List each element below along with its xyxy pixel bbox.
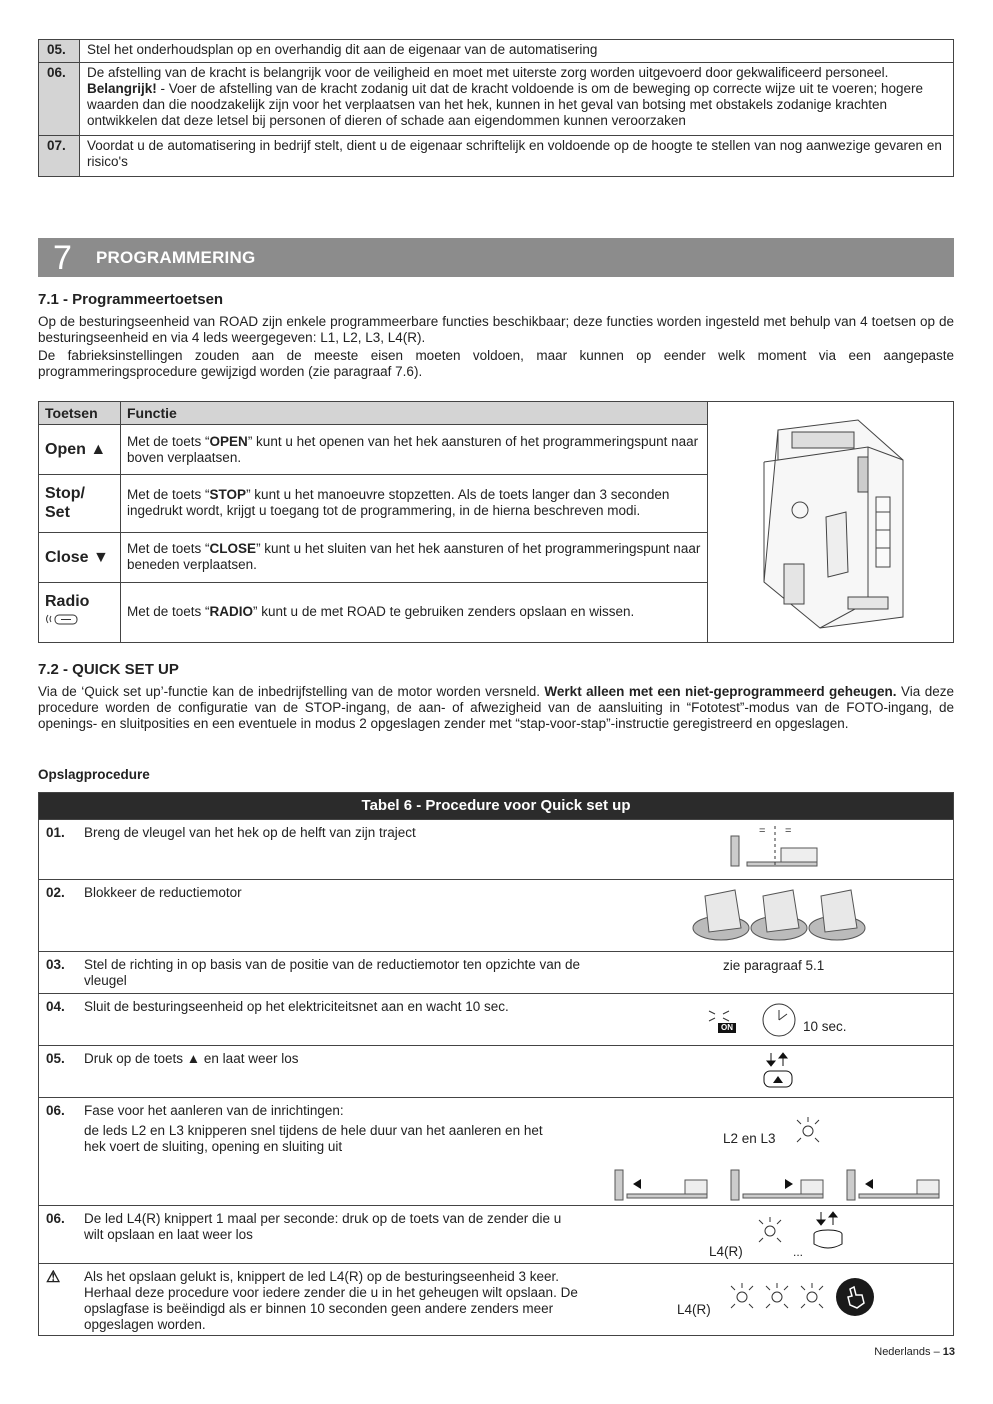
row-number: 06. — [39, 63, 80, 136]
step-text: Als het opslaan gelukt is, knippert de led L4(R) op de besturingseenheid 3 keer. Herhaal deze procedure voor iedere zender die u in het geheugen wilt opslaan. De opslagfase is beëindigd als er binnen 10 seconden geen andere zenders meer opgeslagen worden. — [84, 1269, 578, 1332]
section-number: 7 — [53, 239, 72, 277]
control-unit-image — [708, 402, 954, 643]
section-title: PROGRAMMERING — [96, 248, 256, 267]
step-text: Breng de vleugel van het hek op de helft van zijn traject — [84, 825, 416, 840]
paragraph-text-a: Via de ‘Quick set up’-functie kan de inbedrijfstelling van de motor worden versneld. — [38, 684, 545, 699]
step-number: 06. — [46, 1103, 65, 1118]
row-number: 05. — [39, 40, 80, 63]
paragraph-7-1-a: Op de besturingseenheid van ROAD zijn enkele programmeerbare functies beschikbaar; deze functies worden ingesteld met behulp van 4 toetsen op de besturingseenheid en via 4 leds weergegeven: L1, L2, L3, L4(R). — [38, 314, 954, 345]
procedure-row — [39, 1263, 953, 1335]
function-open — [121, 425, 708, 475]
function-text-pre: Met de toets “ — [127, 541, 210, 557]
motor-unlock-icon — [691, 884, 891, 948]
procedure-row — [39, 819, 953, 879]
step-number: 04. — [46, 999, 65, 1014]
wait-time: 10 sec. — [803, 1019, 847, 1034]
function-close — [121, 532, 708, 582]
function-text-post: ” kunt u het openen van het hek aansturen of het programmeringspunt naar boven verplaatsen. — [127, 433, 699, 465]
maintenance-table — [38, 39, 954, 177]
subheading-procedure: Opslagprocedure — [38, 767, 150, 782]
transmitter-button-icon — [811, 1210, 847, 1254]
key-stop-set: Stop/ Set — [39, 475, 121, 533]
row-text — [80, 63, 954, 136]
paragraph-7-2 — [38, 684, 954, 732]
function-stop — [121, 475, 708, 533]
function-text-post: ” kunt u het sluiten van het hek aansturen of het programmeringspunt naar beneden verplaatsen. — [127, 541, 701, 573]
paragraph-text-b: Via deze procedure worden de configuratie van de STOP-ingang, de aan- of afwezigheid van de aansluiting in “Fototest”-modus van de FOTO-ingang, de openings- en sluitposities en een eventuele in modus 2 opgeslagen zender met “stap-voor-stap”-instructie geregistreerd en opgeslagen. — [38, 684, 954, 731]
hand-press-icon — [835, 1277, 875, 1317]
function-key-bold: OPEN — [209, 433, 248, 449]
svg-text:=: = — [759, 825, 766, 837]
procedure-table-title: Tabel 6 - Procedure voor Quick set up — [39, 793, 953, 819]
remote-icon — [45, 611, 81, 627]
step-text: Blokkeer de reductiemotor — [84, 885, 242, 900]
procedure-row — [39, 951, 953, 993]
led-triple-blink-icon — [727, 1282, 827, 1312]
gate-cycle-icon — [613, 1168, 949, 1202]
step-text: Stel de richting in op basis van de positie van de reductiemotor ten opzichte van de vleugel — [84, 957, 581, 988]
function-radio — [121, 582, 708, 642]
led-label: L4(R) — [709, 1244, 743, 1259]
led-label: L2 en L3 — [723, 1131, 776, 1146]
section-header — [38, 238, 954, 277]
led-blink-icon — [793, 1116, 823, 1146]
procedure-table — [38, 792, 954, 1336]
procedure-row — [39, 1097, 953, 1205]
step-number: 06. — [46, 1211, 65, 1226]
page-number: 13 — [942, 1346, 955, 1358]
function-text-post: ” kunt u de met ROAD te gebruiken zenders opslaan en wissen. — [253, 604, 635, 620]
key-radio-label: Radio — [45, 593, 90, 611]
procedure-row — [39, 1045, 953, 1097]
clock-icon — [761, 1002, 797, 1038]
step-text-detail: de leds L2 en L3 knipperen snel tijdens de hele duur van het aanleren en het hek voert de sluiting, opening en sluiting uit — [84, 1123, 543, 1154]
col-header-keys: Toetsen — [39, 402, 121, 425]
paragraph-bold: Werkt alleen met een niet-geprogrammeerd geheugen. — [544, 684, 897, 699]
on-badge: ON — [718, 1023, 736, 1033]
paragraph-7-1-b: De fabrieksinstellingen zouden aan de meeste eisen moeten voldoen, maar kunnen op eender welk moment via een aangepaste programmeringsprocedure gewijzigd worden (zie paragraaf 7.6). — [38, 348, 954, 379]
function-key-bold: RADIO — [209, 604, 254, 620]
col-header-function: Functie — [121, 402, 708, 425]
key-open: Open ▲ — [39, 425, 121, 475]
step-number: 02. — [46, 885, 65, 900]
procedure-row — [39, 1205, 953, 1263]
procedure-row — [39, 879, 953, 951]
function-text-pre: Met de toets “ — [127, 433, 210, 449]
press-up-key-icon — [761, 1051, 795, 1091]
led-blink-icon — [755, 1216, 785, 1246]
gate-half-icon — [729, 824, 829, 874]
power-on-icon — [707, 1008, 731, 1024]
row-text-b: - Voer de afstelling van de kracht zodanig uit dat de kracht voldoende is om de beweging op correcte wijze uit te voeren; hogere waarden dan die noodzakelijk zijn voor het verplaatsen van het hek, kunnen in het geval van botsing met obstakels zodanige krachten ontwikkelen dat deze letsel bij personen of dieren of schade aan eigendommen kunnen veroorzaken — [87, 81, 923, 128]
step-number: 05. — [46, 1051, 65, 1066]
function-text-post: ” kunt u het manoeuvre stopzetten. Als de toets langer dan 3 seconden ingedrukt wordt, krijgt u toegang tot de programmering, in de hierna beschreven modi. — [127, 487, 670, 519]
row-text: Voordat u de automatisering in bedrijf stelt, dient u de eigenaar schriftelijk en voldoende op de hoogte te stellen van nog aanwezige gevaren en risico's — [80, 136, 954, 177]
led-label: L4(R) — [677, 1302, 711, 1317]
procedure-row — [39, 993, 953, 1045]
svg-text:=: = — [785, 825, 792, 837]
keys-table — [38, 401, 954, 643]
step-number: 03. — [46, 957, 65, 972]
control-unit-icon — [708, 402, 952, 638]
step-reference: zie paragraaf 5.1 — [723, 958, 825, 973]
function-text-pre: Met de toets “ — [127, 487, 210, 503]
warning-bold: Belangrijk! — [87, 81, 157, 96]
step-text: Druk op de toets ▲ en laat weer los — [84, 1051, 299, 1066]
step-number: 01. — [46, 825, 65, 840]
function-text-pre: Met de toets “ — [127, 604, 210, 620]
function-key-bold: CLOSE — [209, 541, 257, 557]
function-key-bold: STOP — [209, 487, 247, 503]
key-close: Close ▼ — [39, 532, 121, 582]
heading-7-1: 7.1 - Programmeertoetsen — [38, 291, 224, 308]
row-text-a: De afstelling van de kracht is belangrijk voor de veiligheid en moet met uiterste zorg worden uitgevoerd door gekwalificeerd personeel. — [87, 65, 889, 80]
step-text: Sluit de besturingseenheid op het elektriciteitsnet aan en wacht 10 sec. — [84, 999, 509, 1014]
heading-7-2: 7.2 - QUICK SET UP — [38, 661, 179, 678]
page-footer — [874, 1344, 955, 1360]
step-text: De led L4(R) knippert 1 maal per seconde: druk op de toets van de zender die u wilt opslaan en laat weer los — [84, 1211, 562, 1242]
warning-icon: ⚠ — [46, 1269, 61, 1286]
row-text: Stel het onderhoudsplan op en overhandig dit aan de eigenaar van de automatisering — [80, 40, 954, 63]
step-text: Fase voor het aanleren van de inrichtingen: — [84, 1103, 344, 1118]
footer-language: Nederlands – — [874, 1346, 943, 1358]
key-radio — [39, 582, 121, 642]
row-number: 07. — [39, 136, 80, 177]
ellipsis: ... — [793, 1245, 804, 1259]
